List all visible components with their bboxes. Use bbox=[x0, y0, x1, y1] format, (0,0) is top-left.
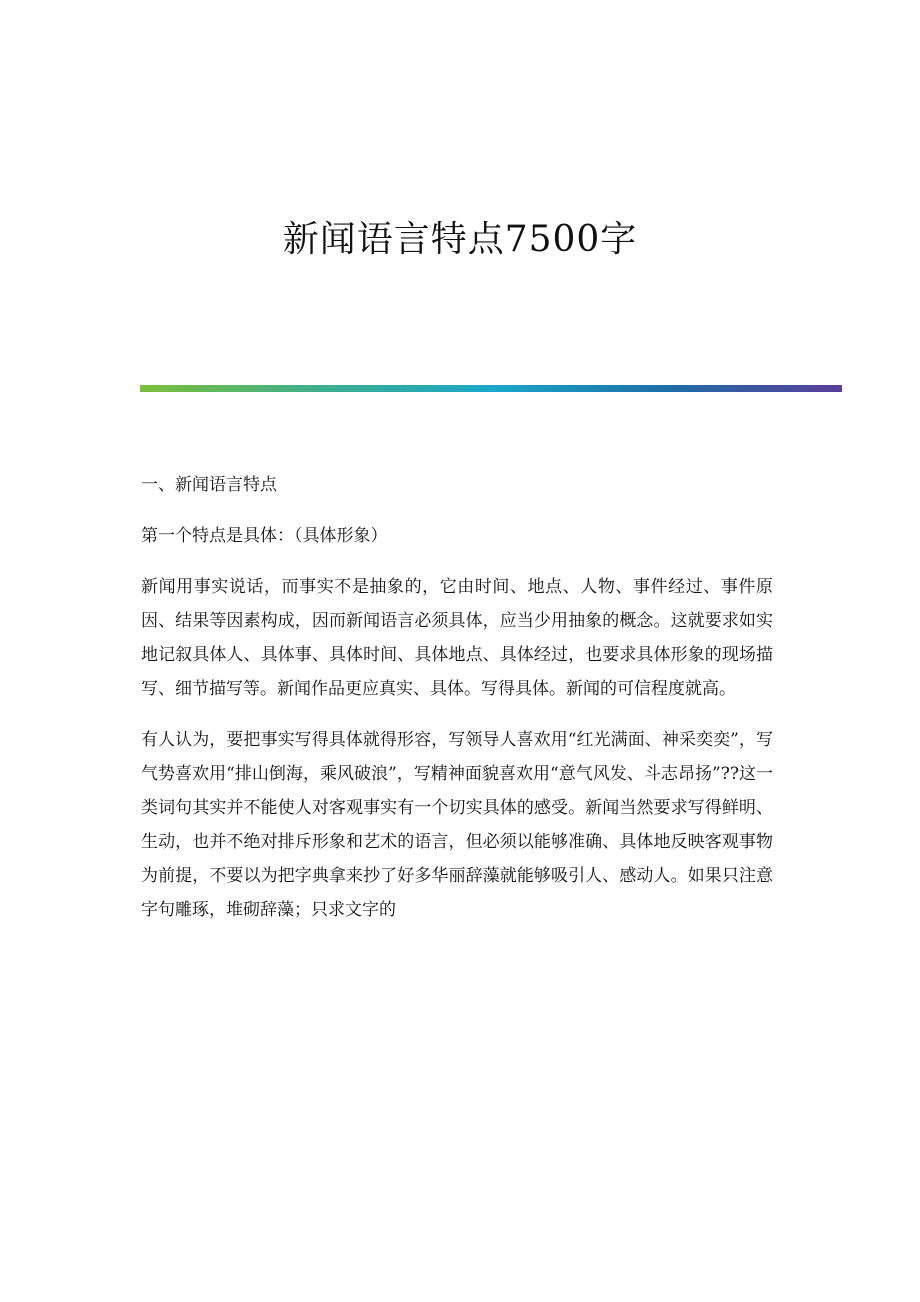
subheading: 第一个特点是具体：（具体形象） bbox=[141, 526, 388, 546]
document-title: 新闻语言特点7500字 bbox=[282, 219, 638, 260]
body-paragraph-2: 有人认为，要把事实写得具体就得形容，写领导人喜欢用“红光满面、神采奕奕”，写气势喜欢用“排山倒海，乘风破浪”，写精神面貌喜欢用“意气风发、斗志昂扬”??这一类词句其实并不能使人对客观事实有一个切实具体的感受。新闻当然要求写得鲜明、生动，也并不绝对排斥形象和艺术的语言，但必须以能够准确、具体地反映客观事物为前提，不要以为把字典拿来抄了好多华丽辞藻就能够吸引人、感动人。如果只注意字句雕琢，堆砌辞藻；只求文字的 bbox=[141, 730, 773, 920]
title-divider-rule bbox=[140, 385, 842, 392]
document-body bbox=[141, 468, 773, 944]
section-heading: 一、新闻语言特点 bbox=[141, 475, 277, 495]
body-paragraph-1: 新闻用事实说话，而事实不是抽象的，它由时间、地点、人物、事件经过、事件原因、结果等因素构成，因而新闻语言必须具体，应当少用抽象的概念。这就要求如实地记叙具体人、具体事、具体时间、具体地点、具体经过，也要求具体形象的现场描写、细节描写等。新闻作品更应真实、具体。写得具体。新闻的可信程度就高。 bbox=[141, 577, 773, 699]
